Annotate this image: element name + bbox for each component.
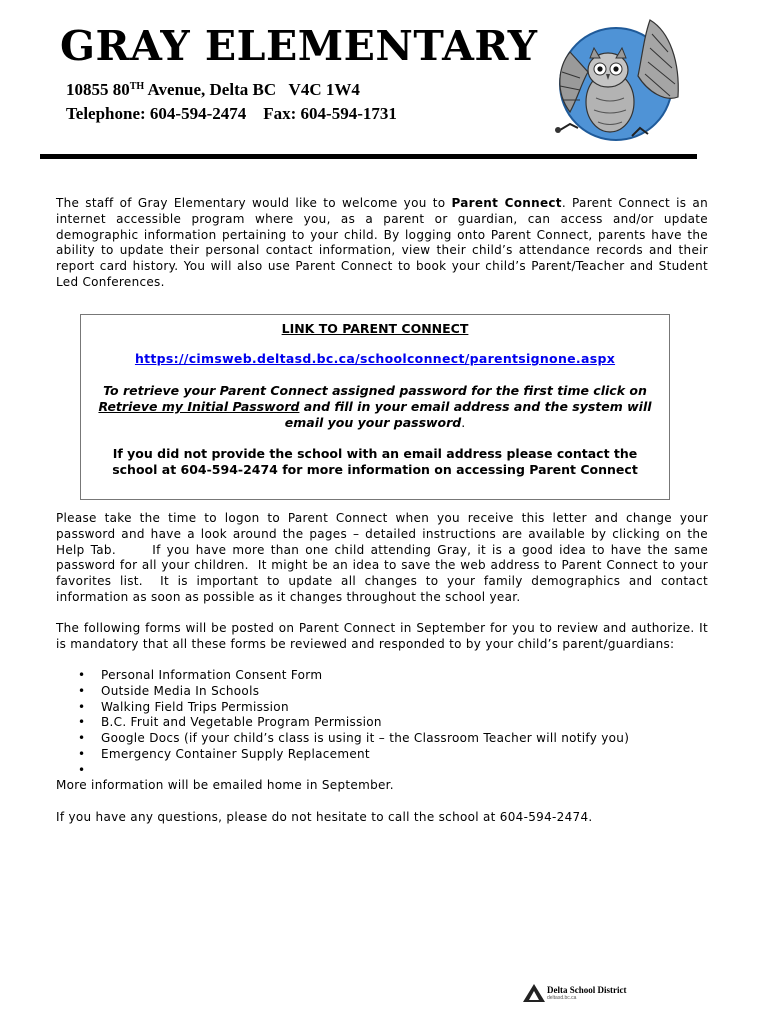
intro-text-post: . Parent Connect is an internet accessible program where you, as a parent or guardian, can access and/or update demographic information pertaining to your child. By logging onto Parent Connect, parents have the ability to update their personal contact information, view their child’s attendance records and their report card history. You will also use Parent Connect to book your child’s Parent/Teacher and Student Led Conferences. xyxy=(56,196,708,289)
district-logo xyxy=(522,982,632,1004)
retrieve-line-3-period: . xyxy=(461,415,466,430)
bullet-icon: • xyxy=(78,715,86,730)
retrieve-line-3 xyxy=(81,415,669,430)
bullet-icon: • xyxy=(78,762,86,777)
list-item: • Emergency Container Supply Replacement xyxy=(70,747,629,763)
district-name: Delta School District xyxy=(547,985,627,995)
address-rest: Avenue, Delta BC V4C 1W4 xyxy=(144,80,360,99)
parent-connect-info-box xyxy=(80,314,670,500)
list-item xyxy=(70,763,629,779)
bullet-icon: • xyxy=(78,699,86,714)
header-divider xyxy=(40,154,697,159)
school-address xyxy=(66,80,360,100)
retrieve-line-3-text: email you your password xyxy=(284,415,462,430)
retrieve-line-2 xyxy=(81,399,669,414)
intro-text-bold: Parent Connect xyxy=(451,196,562,210)
closing-text: If you have any questions, please do not hesitate to call the school at 604-594-2474. xyxy=(56,810,593,824)
intro-text-pre: The staff of Gray Elementary would like to welcome you to xyxy=(56,196,452,210)
retrieve-line-1: To retrieve your Parent Connect assigned password for the first time click on xyxy=(103,383,647,398)
bullet-icon: • xyxy=(78,683,86,698)
intro-paragraph xyxy=(56,196,708,291)
list-item: • Personal Information Consent Form xyxy=(70,668,629,684)
address-number: 10855 80 xyxy=(66,80,130,99)
list-item: • B.C. Fruit and Vegetable Program Permission xyxy=(70,715,629,731)
parent-connect-link[interactable]: https://cimsweb.deltasd.bc.ca/schoolconnect/parentsignone.aspx xyxy=(134,351,616,366)
contact-line-1: If you did not provide the school with an email address please contact the xyxy=(112,446,638,461)
retrieve-line-2-rest: and fill in your email address and the system will xyxy=(299,399,652,414)
school-telephone: Telephone: 604-594-2474 Fax: 604-594-1731 xyxy=(66,104,397,123)
address-superscript: TH xyxy=(129,81,145,92)
contact-line-2: school at 604-594-2474 for more information on accessing Parent Connect xyxy=(112,462,638,477)
delta-triangle-icon xyxy=(522,983,546,1003)
list-item: • Walking Field Trips Permission xyxy=(70,700,629,716)
list-item: • Outside Media In Schools xyxy=(70,684,629,700)
bullet-icon: • xyxy=(78,746,86,761)
box-title: LINK TO PARENT CONNECT xyxy=(281,321,469,336)
retrieve-password-link[interactable]: Retrieve my Initial Password xyxy=(98,399,300,414)
district-sub: deltasd.bc.ca xyxy=(547,995,577,1001)
logon-paragraph: Please take the time to logon to Parent Connect when you receive this letter and change your password and have a look around the pages – detailed instructions are available by clicking on the Help Tab. If you have more than one child attending Gray, it is a good idea to have the same password for all your children. It might be an idea to save the web address to Parent Connect to your favorites list. It is important to update all changes to your family demographics and contact information as soon as possible as it changes throughout the school year. xyxy=(56,511,713,604)
forms-list xyxy=(70,668,629,779)
school-name: GRAY ELEMENTARY xyxy=(60,22,538,70)
more-info-text: More information will be emailed home in September. xyxy=(56,778,394,792)
bullet-icon: • xyxy=(78,731,86,746)
owl-mascot-icon xyxy=(530,12,700,142)
bullet-icon: • xyxy=(78,668,86,682)
forms-paragraph: The following forms will be posted on Parent Connect in September for you to review and authorize. It is mandatory that all these forms be reviewed and responded to by your child’s parent/guardians: xyxy=(56,621,708,651)
list-item: • Google Docs (if your child’s class is using it – the Classroom Teacher will notify you) xyxy=(70,731,629,747)
